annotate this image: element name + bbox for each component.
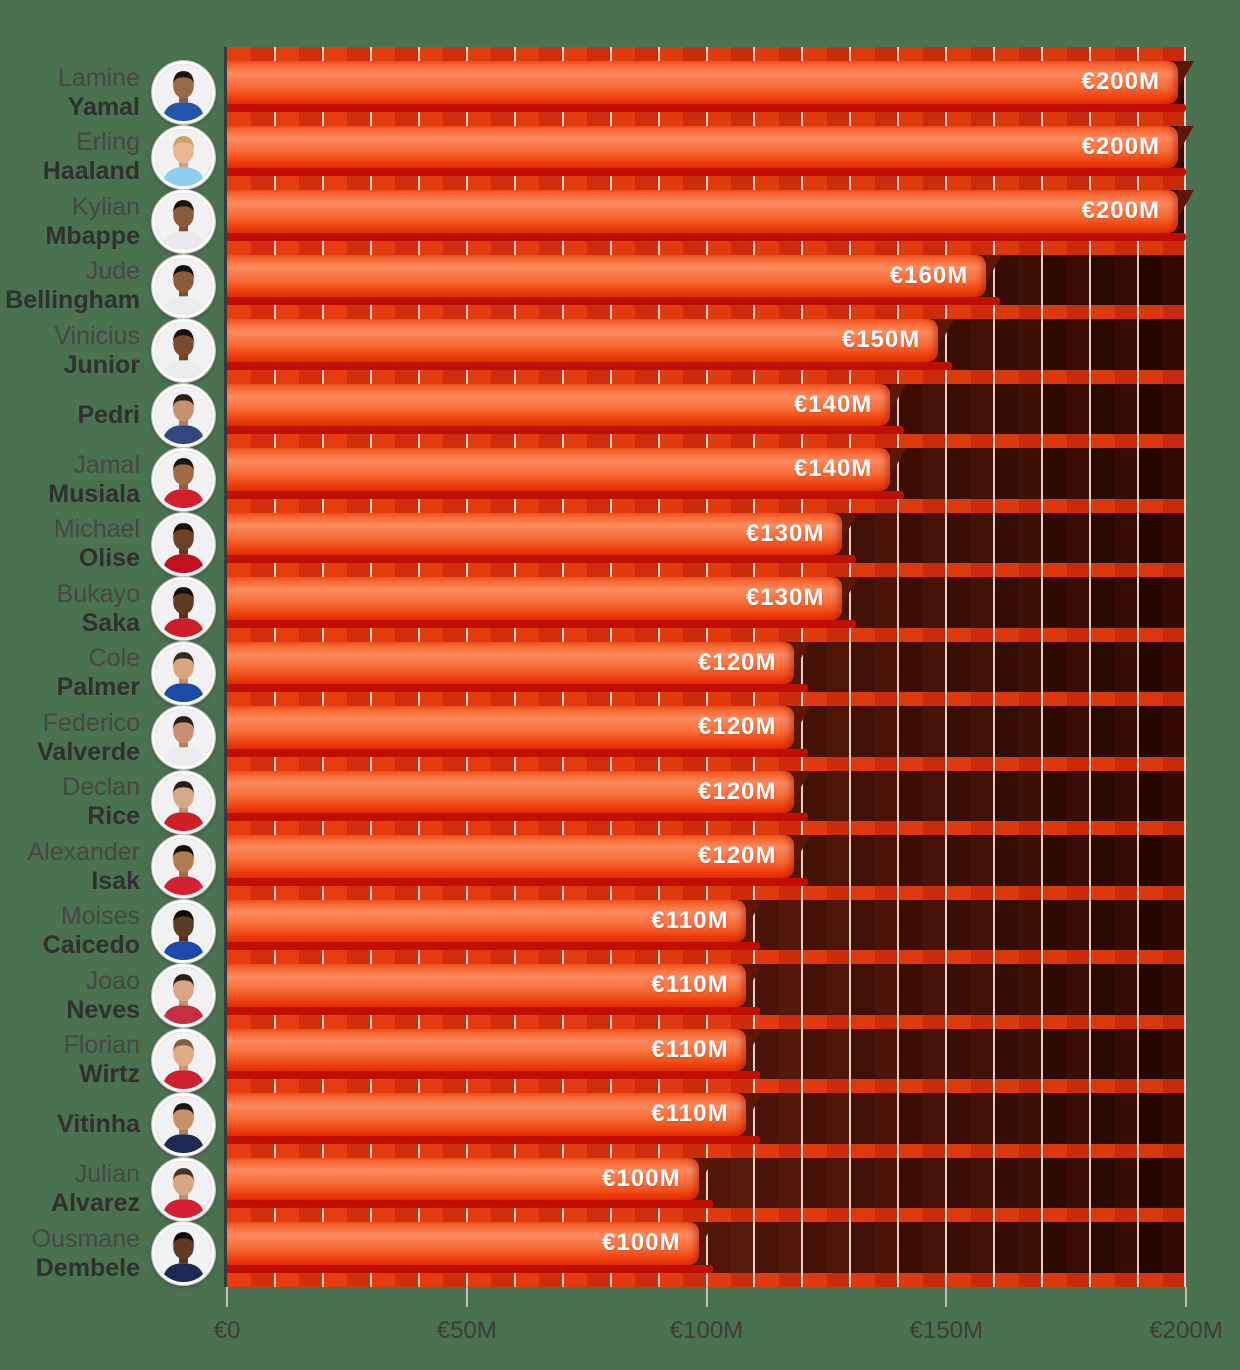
bar-bottom-shadow bbox=[227, 1136, 760, 1144]
player-first-name: Kylian bbox=[71, 192, 140, 221]
player-photo-placeholder bbox=[155, 322, 212, 379]
player-name bbox=[0, 59, 140, 126]
player-last-name: Saka bbox=[81, 608, 140, 637]
player-last-name: Junior bbox=[63, 350, 140, 379]
player-name bbox=[0, 575, 140, 642]
axis-tick-label: €150M bbox=[909, 1316, 983, 1344]
player-name bbox=[0, 898, 140, 965]
player-last-name: Palmer bbox=[56, 673, 140, 701]
player-avatar bbox=[152, 319, 215, 382]
bar-value-label: €150M bbox=[841, 326, 921, 354]
player-avatar bbox=[152, 61, 215, 124]
player-photo-placeholder bbox=[155, 838, 212, 895]
bar-bottom-shadow bbox=[227, 555, 856, 563]
bar-value-label: €100M bbox=[602, 1164, 681, 1192]
player-last-name: Bellingham bbox=[5, 286, 140, 314]
bar-value-label: €200M bbox=[1081, 197, 1160, 225]
player-photo-placeholder bbox=[155, 580, 212, 637]
player-photo-placeholder bbox=[155, 64, 212, 121]
player-last-name: Yamal bbox=[67, 92, 140, 121]
player-photo-placeholder bbox=[155, 1096, 212, 1153]
player-last-name: Pedri bbox=[77, 400, 140, 429]
player-photo-placeholder bbox=[155, 903, 212, 960]
player-name bbox=[0, 253, 140, 320]
player-photo-placeholder bbox=[155, 1225, 212, 1282]
axis-tick-label: €50M bbox=[436, 1316, 497, 1344]
player-name bbox=[0, 640, 140, 707]
value-bar bbox=[227, 255, 986, 298]
value-bar bbox=[227, 1158, 699, 1201]
value-bar bbox=[227, 190, 1178, 233]
player-avatar bbox=[152, 1222, 215, 1285]
player-last-name: Olise bbox=[78, 544, 140, 572]
player-photo-placeholder bbox=[155, 1032, 212, 1089]
bar-value-label: €110M bbox=[651, 971, 729, 999]
player-avatar bbox=[152, 900, 215, 963]
bar-bottom-shadow bbox=[227, 878, 808, 886]
player-avatar bbox=[152, 190, 215, 253]
player-name bbox=[0, 511, 140, 578]
bar-bottom-shadow bbox=[227, 426, 904, 434]
value-bar bbox=[227, 900, 746, 943]
player-photo-placeholder bbox=[155, 516, 212, 573]
axis-tick-label: €100M bbox=[669, 1316, 744, 1344]
bar-chart-plot-area bbox=[227, 47, 1186, 1287]
player-first-name: Declan bbox=[62, 773, 140, 801]
bar-value-label: €120M bbox=[698, 648, 777, 676]
value-bar bbox=[227, 384, 890, 427]
player-last-name: Musiala bbox=[48, 479, 140, 508]
player-photo-placeholder bbox=[155, 1161, 212, 1218]
bar-bottom-shadow bbox=[227, 1265, 713, 1273]
player-last-name: Mbappe bbox=[45, 221, 140, 250]
player-first-name: Federico bbox=[42, 708, 140, 737]
bar-bottom-shadow bbox=[227, 1071, 760, 1079]
player-first-name: Cole bbox=[88, 644, 140, 672]
bar-bottom-shadow bbox=[227, 620, 856, 628]
player-avatar bbox=[152, 1029, 215, 1092]
player-last-name: Isak bbox=[91, 866, 140, 895]
value-bar bbox=[227, 964, 746, 1007]
player-avatar bbox=[152, 126, 215, 189]
player-name bbox=[0, 1220, 140, 1287]
bar-bottom-shadow bbox=[227, 813, 808, 821]
axis-tick-label: €200M bbox=[1149, 1316, 1223, 1344]
player-avatar bbox=[152, 1158, 215, 1221]
y-axis-line bbox=[224, 47, 227, 1287]
player-avatar bbox=[152, 577, 215, 640]
player-avatar bbox=[152, 771, 215, 834]
player-first-name: Bukayo bbox=[56, 579, 140, 608]
player-first-name: Julian bbox=[74, 1160, 140, 1188]
player-last-name: Valverde bbox=[37, 737, 140, 766]
bar-value-label: €120M bbox=[698, 777, 777, 805]
player-first-name: Lamine bbox=[58, 63, 140, 92]
player-last-name: Alvarez bbox=[51, 1189, 140, 1217]
player-last-name: Haaland bbox=[42, 157, 140, 185]
bar-value-label: €130M bbox=[745, 584, 825, 612]
axis-tick bbox=[1185, 1287, 1187, 1307]
player-last-name: Rice bbox=[87, 802, 140, 830]
player-first-name: Joao bbox=[85, 966, 140, 995]
player-name bbox=[0, 124, 140, 191]
player-name bbox=[0, 317, 140, 384]
player-last-name: Vitinha bbox=[57, 1110, 140, 1138]
player-first-name: Moises bbox=[60, 902, 140, 930]
bar-bottom-shadow bbox=[227, 362, 952, 370]
player-first-name: Jamal bbox=[73, 450, 140, 479]
player-photo-placeholder bbox=[155, 451, 212, 508]
player-name bbox=[0, 704, 140, 771]
player-first-name: Vinicius bbox=[54, 321, 140, 350]
player-avatar bbox=[152, 513, 215, 576]
value-bar bbox=[227, 577, 842, 620]
player-photo-placeholder bbox=[155, 193, 212, 250]
axis-tick bbox=[706, 1287, 708, 1307]
player-name bbox=[0, 1091, 140, 1158]
player-photo-placeholder bbox=[155, 774, 212, 831]
bar-bottom-shadow bbox=[227, 942, 760, 950]
value-bar bbox=[227, 1093, 746, 1136]
value-bar bbox=[227, 642, 794, 685]
player-name bbox=[0, 446, 140, 513]
bar-bottom-shadow bbox=[227, 297, 1000, 305]
player-photo-placeholder bbox=[155, 387, 212, 444]
player-name bbox=[0, 1027, 140, 1094]
bar-bottom-shadow bbox=[227, 749, 808, 757]
bar-value-label: €110M bbox=[651, 1035, 729, 1063]
value-bar bbox=[227, 319, 938, 362]
bar-bottom-shadow bbox=[227, 104, 1186, 112]
player-last-name: Wirtz bbox=[79, 1060, 140, 1088]
player-avatar bbox=[152, 835, 215, 898]
player-photo-placeholder bbox=[155, 967, 212, 1024]
player-first-name: Alexander bbox=[27, 837, 140, 866]
bar-bottom-shadow bbox=[227, 684, 808, 692]
player-first-name: Jude bbox=[85, 257, 140, 285]
player-avatar bbox=[152, 964, 215, 1027]
axis-tick bbox=[945, 1287, 947, 1307]
axis-tick-label: €0 bbox=[213, 1316, 241, 1344]
value-bar bbox=[227, 1029, 746, 1072]
player-avatar bbox=[152, 384, 215, 447]
axis-tick bbox=[226, 1287, 228, 1307]
bar-bottom-shadow bbox=[227, 168, 1186, 176]
bar-value-label: €160M bbox=[889, 261, 969, 289]
bar-value-label: €140M bbox=[793, 455, 873, 483]
value-bar bbox=[227, 513, 842, 556]
bar-value-label: €100M bbox=[602, 1229, 681, 1257]
bar-value-label: €140M bbox=[793, 390, 873, 418]
player-first-name: Ousmane bbox=[31, 1224, 140, 1253]
player-photo-placeholder bbox=[155, 645, 212, 702]
bar-bottom-shadow bbox=[227, 233, 1186, 241]
player-first-name: Florian bbox=[63, 1031, 140, 1059]
axis-tick bbox=[466, 1287, 468, 1307]
player-name bbox=[0, 188, 140, 255]
player-photo-placeholder bbox=[155, 258, 212, 315]
value-bar bbox=[227, 448, 890, 491]
bar-bottom-shadow bbox=[227, 491, 904, 499]
value-bar bbox=[227, 1222, 699, 1265]
player-first-name: Michael bbox=[53, 515, 140, 543]
player-name bbox=[0, 382, 140, 449]
value-bar bbox=[227, 706, 794, 749]
player-avatar bbox=[152, 706, 215, 769]
bar-value-label: €120M bbox=[698, 842, 777, 870]
player-last-name: Dembele bbox=[35, 1253, 140, 1282]
bar-value-label: €200M bbox=[1081, 68, 1160, 96]
player-last-name: Neves bbox=[66, 995, 140, 1024]
value-bar bbox=[227, 126, 1178, 169]
player-first-name: Erling bbox=[76, 128, 140, 156]
player-name bbox=[0, 962, 140, 1029]
bar-value-label: €200M bbox=[1081, 132, 1160, 160]
value-bar bbox=[227, 835, 794, 878]
player-name bbox=[0, 769, 140, 836]
player-avatar bbox=[152, 1093, 215, 1156]
player-photo-placeholder bbox=[155, 129, 212, 186]
bar-value-label: €120M bbox=[698, 713, 777, 741]
bar-bottom-shadow bbox=[227, 1200, 713, 1208]
player-name bbox=[0, 833, 140, 900]
bar-value-label: €110M bbox=[651, 1100, 729, 1128]
player-last-name: Caicedo bbox=[42, 931, 140, 959]
player-name bbox=[0, 1156, 140, 1223]
bar-value-label: €130M bbox=[745, 519, 825, 547]
bar-value-label: €110M bbox=[651, 906, 729, 934]
bar-bottom-shadow bbox=[227, 1007, 760, 1015]
player-avatar bbox=[152, 255, 215, 318]
player-photo-placeholder bbox=[155, 709, 212, 766]
player-avatar bbox=[152, 642, 215, 705]
value-bar bbox=[227, 771, 794, 814]
player-avatar bbox=[152, 448, 215, 511]
value-bar bbox=[227, 61, 1178, 104]
